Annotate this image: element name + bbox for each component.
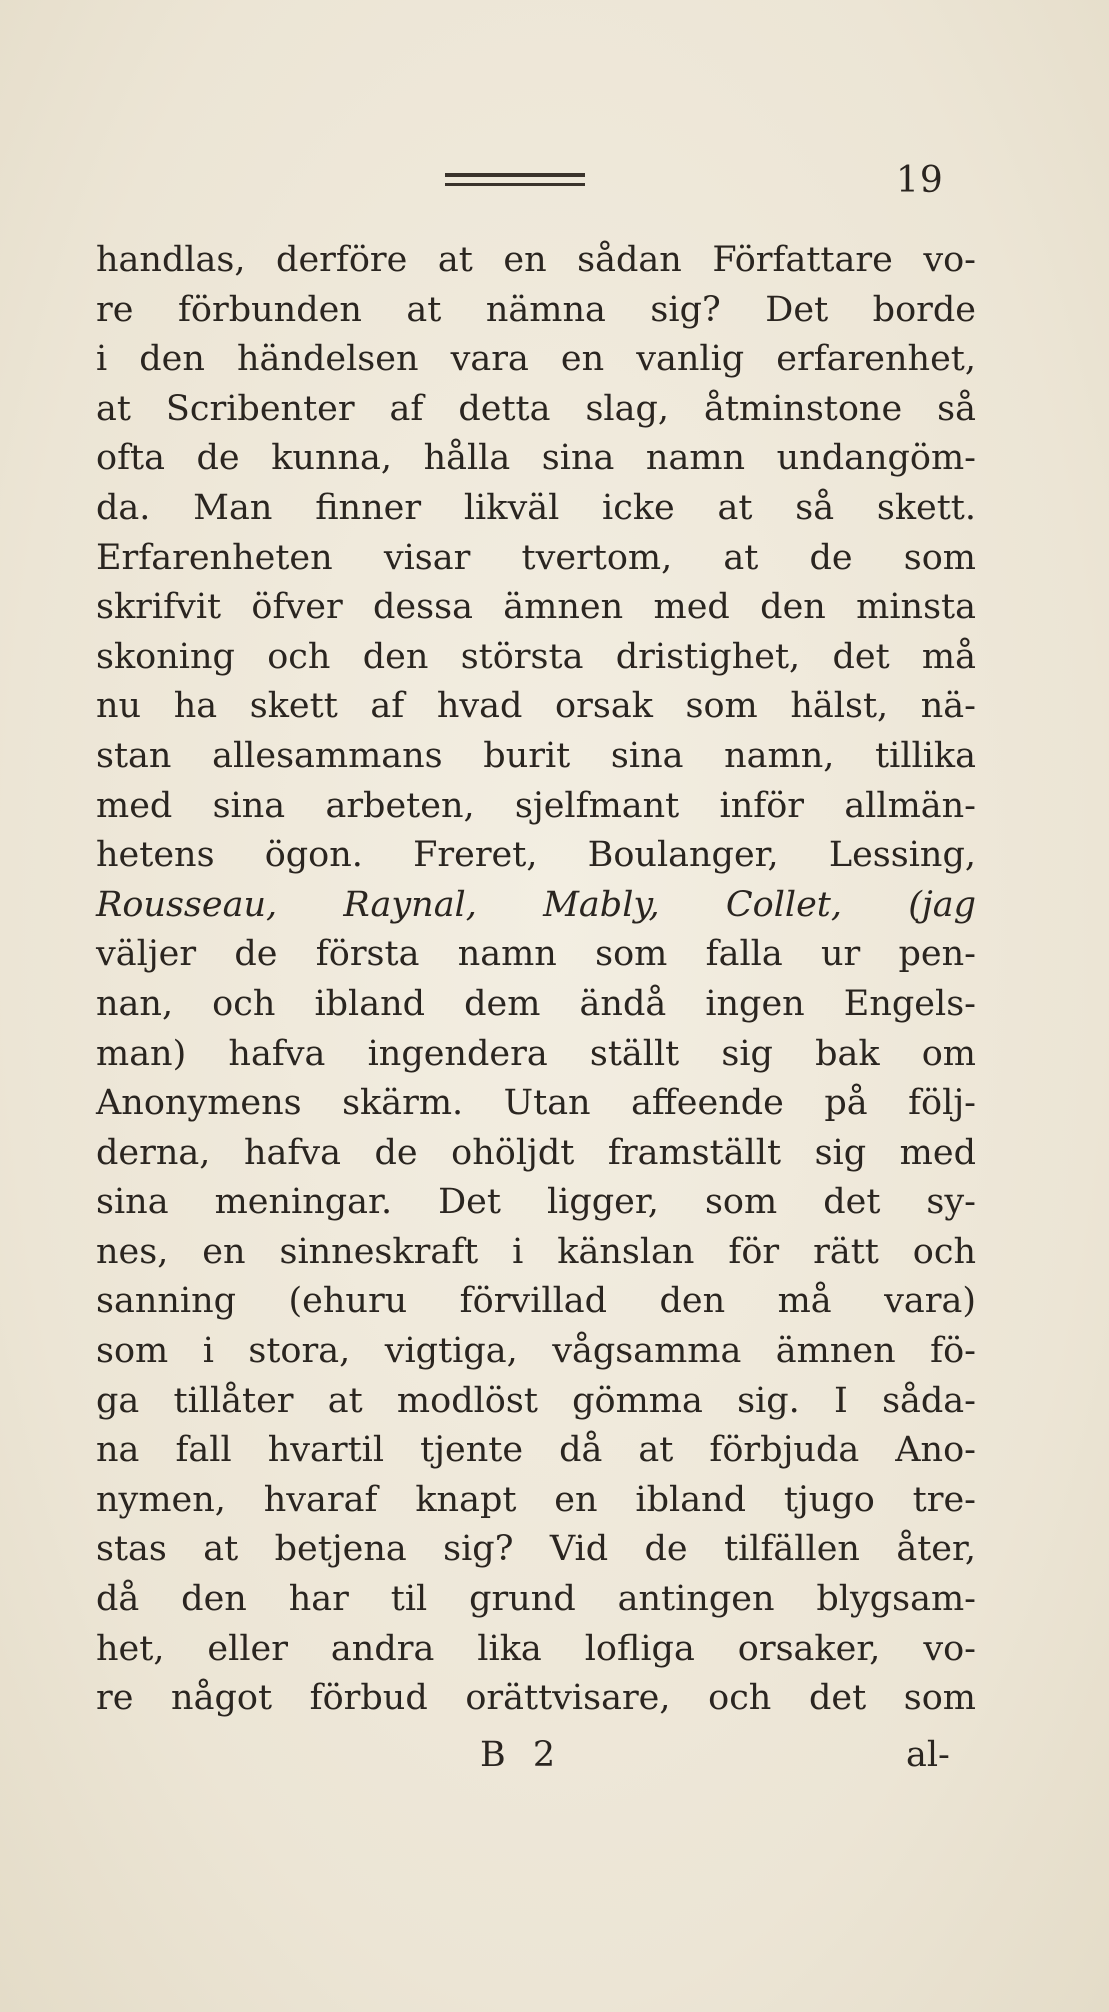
text-line: Erfarenheten visar tvertom, at de som [96,537,976,578]
body-text [96,236,976,1724]
text-line: skrifvit öfver dessa ämnen med den minsta [96,587,976,628]
text-line: nymen, hvaraf knapt en ibland tjugo tre- [96,1479,976,1520]
text-line: nes, en sinneskraft i känslan för rätt och [96,1231,976,1272]
text-line: hetens ögon. Freret, Boulanger, Lessing, [96,835,976,876]
text-line: derna, hafva de ohöljdt framställt sig med [96,1132,976,1173]
signature-mark: B 2 [480,1735,564,1775]
text-line: i den händelsen vara en vanlig erfarenhet, [96,339,976,380]
text-line: som i stora, vigtiga, vågsamma ämnen fö- [96,1331,976,1372]
page-number: 19 [896,160,944,201]
text-line-names: Rousseau, Raynal, Mably, Collet, (jag [96,884,976,925]
text-line: nu ha skett af hvad orsak som hälst, nä- [96,686,976,727]
text-line: ga tillåter at modlöst gömma sig. I såda- [96,1380,976,1421]
text-line: skoning och den största dristighet, det må [96,636,976,677]
text-line: stas at betjena sig? Vid de tilfällen åter, [96,1529,976,1570]
header-rule [445,173,585,177]
text-line: na fall hvartil tjente då at förbjuda Ano- [96,1430,976,1471]
text-line: re något förbud orättvisare, och det som [96,1678,976,1719]
text-line: man) hafva ingendera ställt sig bak om [96,1033,976,1074]
catchword: al- [906,1735,950,1775]
text-line: da. Man finner likväl icke at så skett. [96,487,976,528]
text-line: ofta de kunna, hålla sina namn undangöm- [96,438,976,479]
text-line: sanning (ehuru förvillad den må vara) [96,1281,976,1322]
text-line: Anonymens skärm. Utan affeende på följ- [96,1083,976,1124]
text-line: stan allesammans burit sina namn, tillika [96,735,976,776]
text-line: sina meningar. Det ligger, som det sy- [96,1182,976,1223]
text-line: nan, och ibland dem ändå ingen Engels- [96,983,976,1024]
text-line: med sina arbeten, sjelfmant inför allmän- [96,785,976,826]
header-rule-lower [445,183,585,186]
text-line: het, eller andra lika lofliga orsaker, vo- [96,1628,976,1669]
text-line: at Scribenter af detta slag, åtminstone så [96,388,976,429]
text-line: väljer de första namn som falla ur pen- [96,934,976,975]
text-line: re förbunden at nämna sig? Det borde [96,289,976,330]
text-line: då den har til grund antingen blygsam- [96,1579,976,1620]
text-line: handlas, derföre at en sådan Författare vo- [96,240,976,280]
